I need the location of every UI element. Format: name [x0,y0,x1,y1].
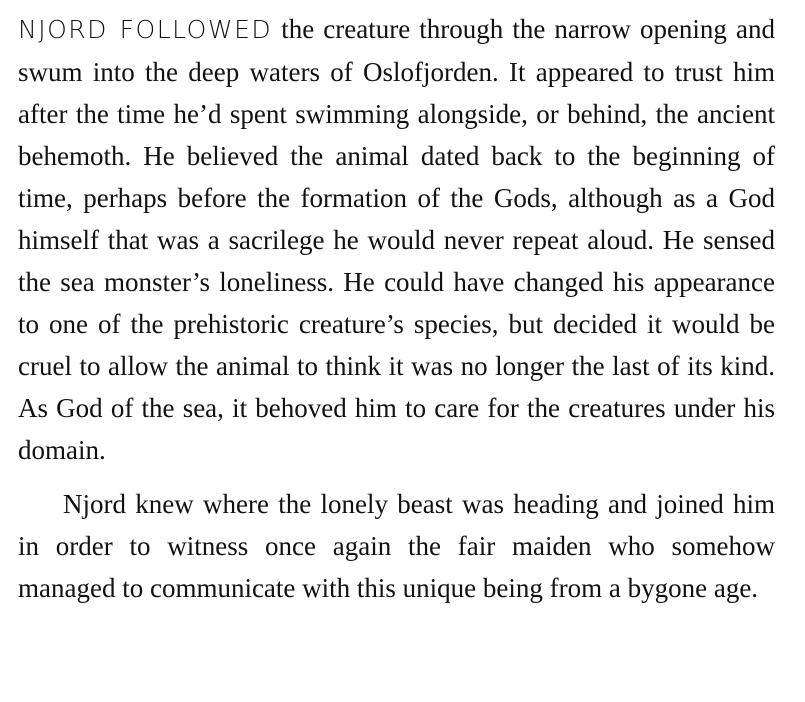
book-page [18,8,775,609]
paragraph-2-text: Njord knew where the lonely beast was heading and joined him in order to witness once again the fair maiden who somehow managed to communicate with this unique being from a bygone age. [18,489,775,603]
paragraph-1-text: the creature through the narrow opening and swum into the deep waters of Oslofjorden. It appeared to trust him after the time he’d spent swimming alongside, or behind, the ancient behemoth. He believed the animal dated back to the beginning of time, perhaps before the formation of the Gods, although as a God himself that was a sacrilege he would never repeat aloud. He sensed the sea monster’s loneliness. He could have changed his appearance to one of the prehistoric creature’s species, but decided it would be cruel to allow the animal to think it was no longer the last of its kind. As God of the sea, it behoved him to care for the creatures under his domain. [18,14,775,465]
chapter-lead-in: NJORD FOLLOWED [18,15,273,44]
paragraph-1 [18,8,775,471]
paragraph-2 [18,483,775,609]
